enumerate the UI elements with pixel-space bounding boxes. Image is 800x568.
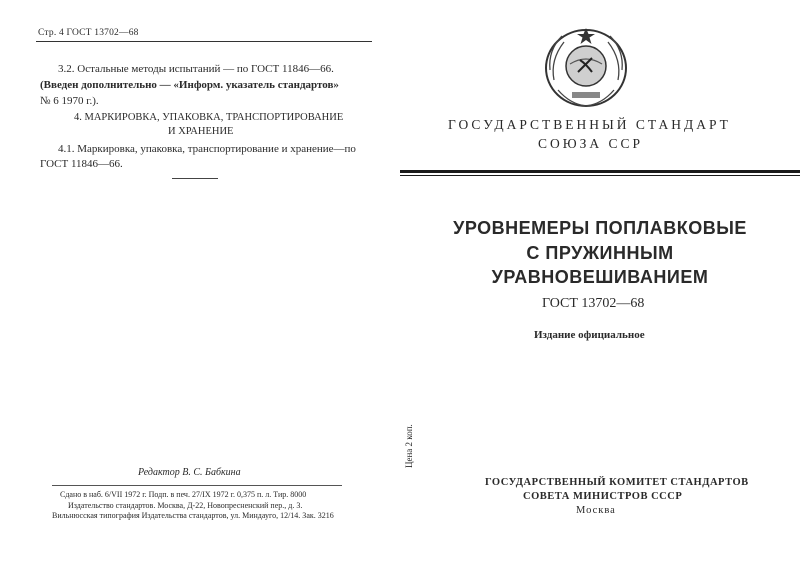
document-title-line2: С ПРУЖИННЫМ xyxy=(526,243,674,263)
imprint-line1: Сдано в наб. 6/VII 1972 г. Подп. в печ. 27/IX 1972 г. 0,375 п. л. Тир. 8000 xyxy=(60,490,307,499)
section-title-line2: И ХРАНЕНИЕ xyxy=(168,126,234,137)
org-line2: СОЮЗА ССР xyxy=(538,136,644,151)
editor-credit: Редактор В. С. Бабкина xyxy=(138,467,241,478)
imprint-line2: Издательство стандартов. Москва, Д-22, Новопресненский пер., д. 3. xyxy=(68,501,303,510)
end-separator xyxy=(172,178,218,179)
gost-number: ГОСТ 13702—68 xyxy=(542,296,645,311)
right-page xyxy=(400,0,800,568)
price-label xyxy=(404,424,414,468)
section-title-line1: 4. МАРКИРОВКА, УПАКОВКА, ТРАНСПОРТИРОВАНИЕ xyxy=(74,112,344,123)
document-title-line1: УРОВНЕМЕРЫ ПОПЛАВКОВЫЕ xyxy=(453,218,747,238)
org-line1: ГОСУДАРСТВЕННЫЙ СТАНДАРТ xyxy=(448,117,731,132)
paragraph-3-2-line1: 3.2. Остальные методы испытаний — по ГОСТ 11846—66. xyxy=(58,63,334,75)
ussr-coat-of-arms-icon xyxy=(540,20,632,112)
committee-line1: ГОСУДАРСТВЕННЫЙ КОМИТЕТ СТАНДАРТОВ xyxy=(485,477,749,488)
paragraph-4-1-line1: 4.1. Маркировка, упаковка, транспортирование и хранение—по xyxy=(58,143,356,155)
title-rule-thick xyxy=(400,170,800,173)
document-title-line3: УРАВНОВЕШИВАНИЕМ xyxy=(491,267,709,287)
edition-label: Издание официальное xyxy=(534,329,645,341)
city: Москва xyxy=(576,505,616,516)
paragraph-4-1-line2: ГОСТ 11846—66. xyxy=(40,158,123,170)
paragraph-3-2-line3: № 6 1970 г.). xyxy=(40,95,99,107)
header-rule xyxy=(36,41,372,42)
imprint-line3: Вильнюсская типография Издательства стандартов, ул. Миндауго, 12/14. Зак. 3216 xyxy=(52,511,334,520)
paragraph-3-2-line2: (Введен дополнительно — «Информ. указатель стандартов» xyxy=(40,79,339,91)
committee-line2: СОВЕТА МИНИСТРОВ СССР xyxy=(523,491,683,502)
price-text: Цена 2 коп. xyxy=(404,424,414,468)
title-rule-thin xyxy=(400,175,800,176)
imprint-rule xyxy=(52,485,342,486)
page-header: Стр. 4 ГОСТ 13702—68 xyxy=(38,28,139,38)
